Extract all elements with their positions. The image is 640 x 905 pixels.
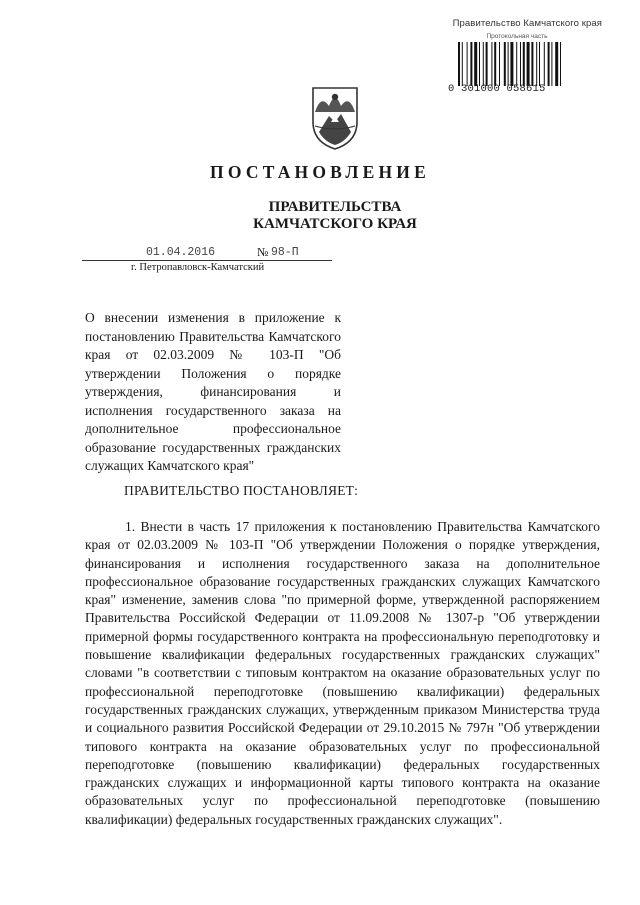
document-type: ПОСТАНОВЛЕНИЕ [210,162,430,182]
document-number: 98-П [271,246,299,259]
stamp-organization: Правительство Камчатского края [452,18,602,29]
header-divider [82,260,332,261]
stamp-part: Протокольная часть [486,33,548,40]
authority-line-1: ПРАВИТЕЛЬСТВА [268,199,402,215]
number-label: № [257,245,269,259]
authority-line-2: КАМЧАТСКОГО КРАЯ [253,216,417,232]
document-date: 01.04.2016 [146,246,216,259]
barcode-number: 0 301000 058615 [448,83,546,95]
paragraph-1: 1. Внести в часть 17 приложения к постановлению Правительства Камчатского края от 02.03.2009 № 103-П "Об утверждении Положения о порядке утверждения, финансирования и исполнения государственного заказа на дополнительное профессиональное образование государственных гражданских служащих Камчатского края" изменение, заменив слова "по примерной форме, утвержденной распоряжением Правительства Российской Федерации от 11.09.2008 № 1307-р "Об утверждении примерной формы государственного контракта на профессиональную переподготовку и повышение квалификации федеральных государственных гражданских служащих" словами "в соответствии с типовым контрактом на оказание образовательных услуг по профессиональной переподготовке (повышению квалификации) федеральных государственных гражданских служащих, утвержденным приказом Министерства труда и социального развития Российской Федерации от 29.10.2015 № 797н "Об утверждении типового контракта на оказание образовательных услуг по профессиональной переподготовке (повышению квалификации) федеральных государственных гражданских служащих и информационной карты типового контракта на оказание образовательных услуг по профессиональной переподготовке (повышению квалификации) федеральных государственных гражданских служащих". [85,519,600,827]
issuing-authority [0,199,640,233]
barcode [458,42,588,86]
registration-stamp [432,18,602,40]
kamchatka-emblem-icon [305,82,365,152]
document-city: г. Петропавловск-Камчатский [131,262,265,273]
document-subject: О внесении изменения в приложение к постановлению Правительства Камчатского края от 02.03.2009 № 103-П "Об утверждении Положения о порядке утверждения, финансирования и исполнения государственного заказа на дополнительное профессиональное образование государственных гражданских служащих Камчатского края" [85,310,341,473]
decree-line: ПРАВИТЕЛЬСТВО ПОСТАНОВЛЯЕТ: [124,483,359,498]
